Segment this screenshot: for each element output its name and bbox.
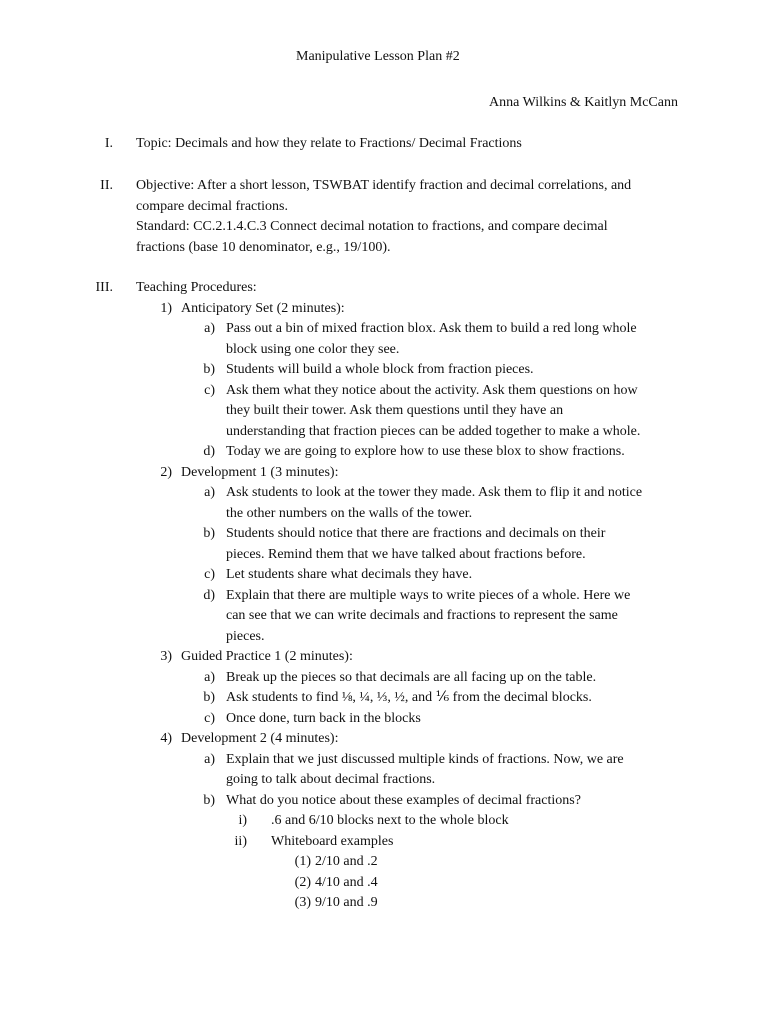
procedure-item-line: Ask them what they notice about the activity. Ask them questions on how bbox=[226, 382, 638, 398]
procedure-item-line: Break up the pieces so that decimals are all facing up on the table. bbox=[226, 669, 597, 685]
procedure-item-line: Pass out a bin of mixed fraction blox. Ask them to build a red long whole bbox=[226, 321, 637, 336]
procedure-item-line: can see that we can write decimals and fractions to represent the same bbox=[226, 608, 618, 623]
procedure-item-line: block using one color they see. bbox=[226, 341, 400, 357]
example-marker: (3) bbox=[294, 895, 311, 910]
roman-item-text: Whiteboard examples bbox=[271, 833, 394, 849]
procedure-item-line: understanding that fraction pieces can be added together to make a whole. bbox=[226, 423, 641, 439]
procedure-item-marker: b) bbox=[203, 690, 215, 705]
procedure-item-line: going to talk about decimal fractions. bbox=[226, 772, 436, 787]
example-text: 4/10 and .4 bbox=[315, 874, 378, 890]
procedure-item-marker: d) bbox=[203, 444, 215, 459]
procedure-number: 1) bbox=[160, 300, 172, 316]
procedure-item-marker: a) bbox=[204, 751, 215, 767]
procedure-item-line: Ask students to look at the tower they made. Ask them to flip it and notice bbox=[226, 485, 643, 500]
procedure-heading: Guided Practice 1 (2 minutes): bbox=[181, 649, 353, 664]
procedure-item-line: pieces. bbox=[226, 628, 265, 644]
example-marker: (1) bbox=[294, 854, 311, 869]
example-marker: (2) bbox=[294, 874, 311, 890]
procedure-heading: Development 1 (3 minutes): bbox=[181, 464, 339, 480]
procedure-item-line: Let students share what decimals they have. bbox=[226, 567, 473, 582]
example-text: 2/10 and .2 bbox=[315, 854, 378, 869]
procedure-item-line: the other numbers on the walls of the tower. bbox=[226, 505, 473, 521]
roman-item-marker: ii) bbox=[234, 833, 247, 849]
procedure-item-line: Today we are going to explore how to use these blox to show fractions. bbox=[226, 444, 625, 459]
section-text-line: Standard: CC.2.1.4.C.3 Connect decimal notation to fractions, and compare decimal bbox=[136, 219, 608, 234]
procedure-item-line: pieces. Remind them that we have talked about fractions before. bbox=[226, 546, 586, 562]
procedure-item-marker: b) bbox=[203, 362, 215, 377]
section-text-line: Topic: Decimals and how they relate to Fractions/ Decimal Fractions bbox=[136, 136, 522, 151]
roman-item-text: .6 and 6/10 blocks next to the whole block bbox=[271, 813, 509, 828]
procedure-item-marker: c) bbox=[204, 710, 215, 726]
section-text-line: Objective: After a short lesson, TSWBAT identify fraction and decimal correlations, and bbox=[136, 178, 632, 193]
procedure-item-marker: b) bbox=[203, 526, 215, 541]
procedure-heading: Development 2 (4 minutes): bbox=[181, 731, 339, 746]
example-text: 9/10 and .9 bbox=[315, 895, 378, 910]
procedure-item-line: Explain that we just discussed multiple kinds of fractions. Now, we are bbox=[226, 751, 624, 767]
procedure-item-line: Ask students to find ⅛, ¼, ⅓, ½, and ⅙ from the decimal blocks. bbox=[226, 690, 592, 705]
roman-item-marker: i) bbox=[238, 813, 247, 828]
section-numeral: III. bbox=[95, 280, 113, 295]
procedure-number: 4) bbox=[160, 731, 172, 746]
procedure-item-line: they built their tower. Ask them questions until they have an bbox=[226, 403, 564, 418]
section-text-line: fractions (base 10 denominator, e.g., 19/100). bbox=[136, 239, 391, 255]
procedure-heading: Anticipatory Set (2 minutes): bbox=[181, 300, 345, 316]
section-numeral: I. bbox=[104, 136, 113, 151]
section-text-line: Teaching Procedures: bbox=[136, 280, 257, 295]
procedure-item-marker: b) bbox=[203, 792, 215, 808]
procedure-item-marker: c) bbox=[204, 382, 215, 398]
procedure-item-marker: a) bbox=[204, 669, 215, 685]
procedure-number: 2) bbox=[160, 464, 172, 480]
procedure-number: 3) bbox=[160, 649, 172, 664]
document-authors: Anna Wilkins & Kaitlyn McCann bbox=[489, 95, 678, 110]
procedure-item-line: Once done, turn back in the blocks bbox=[226, 710, 421, 726]
procedure-item-marker: a) bbox=[204, 321, 215, 336]
procedure-item-marker: a) bbox=[204, 485, 215, 500]
section-numeral: II. bbox=[100, 178, 113, 193]
procedure-item-line: Students should notice that there are fractions and decimals on their bbox=[226, 526, 606, 541]
procedure-item-marker: d) bbox=[203, 587, 215, 603]
procedure-item-line: What do you notice about these examples of decimal fractions? bbox=[226, 792, 581, 808]
procedure-item-marker: c) bbox=[204, 567, 215, 582]
procedure-item-line: Explain that there are multiple ways to write pieces of a whole. Here we bbox=[226, 587, 631, 603]
section-text-line: compare decimal fractions. bbox=[136, 198, 288, 214]
procedure-item-line: Students will build a whole block from fraction pieces. bbox=[226, 362, 534, 377]
document-title: Manipulative Lesson Plan #2 bbox=[296, 49, 460, 64]
